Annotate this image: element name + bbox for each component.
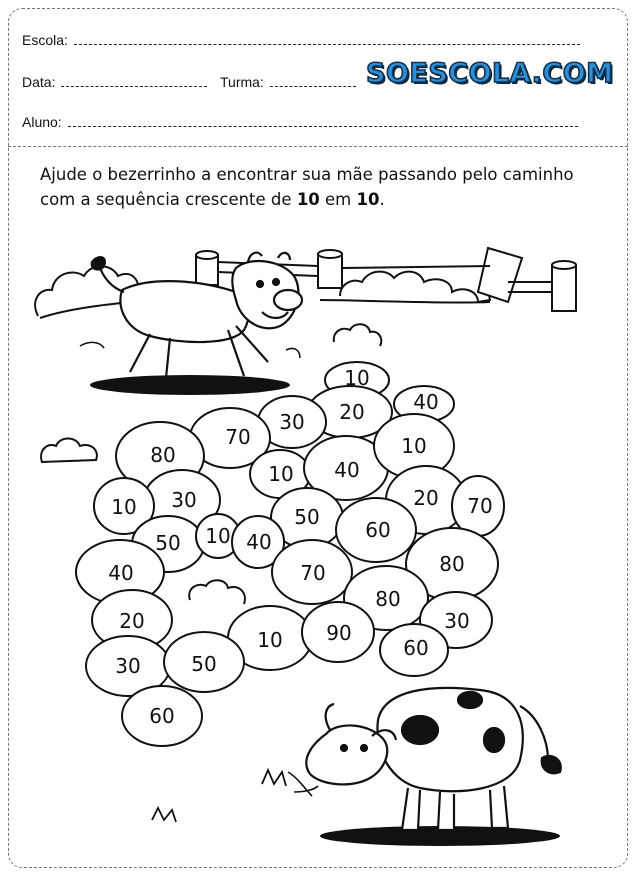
stone-number: 60: [149, 704, 175, 728]
date-label: Data:: [22, 74, 56, 90]
instructions-line-1: Ajude o bezerrinho a encontrar sua mãe passando pelo caminho: [40, 165, 574, 184]
stone-number: 30: [171, 488, 197, 512]
stone-number: 10: [257, 628, 283, 652]
stone-number: 80: [439, 552, 465, 576]
calf-shadow: [90, 375, 290, 395]
calf-illustration: [80, 253, 302, 395]
stone-number: 10: [111, 495, 137, 519]
stone-number: 80: [375, 587, 401, 611]
stone-number: 10: [401, 434, 427, 458]
stone-number: 20: [119, 609, 145, 633]
cow-illustration: [152, 688, 561, 846]
ground-line-right: [320, 300, 490, 303]
stone-number: 90: [326, 621, 352, 645]
stone-number: 80: [150, 443, 176, 467]
start-number: 10: [296, 190, 320, 209]
stone-number: 10: [205, 524, 231, 548]
site-logo: SOESCOLA.COM: [366, 58, 614, 89]
instructions-line-2: com a sequência crescente de 10 em 10.: [40, 190, 385, 209]
stone-number: 70: [467, 494, 493, 518]
stone-number: 20: [339, 400, 365, 424]
student-label: Aluno:: [22, 114, 62, 130]
calf-tail: [100, 268, 124, 292]
stone-number: 50: [191, 652, 217, 676]
stone-number: 30: [279, 410, 305, 434]
stone-number: 10: [268, 462, 294, 486]
stone-number: 50: [294, 505, 320, 529]
step-number: 10: [356, 190, 380, 209]
class-label: Turma:: [220, 74, 264, 90]
motion-lines: [80, 342, 300, 358]
stone-number: 10: [344, 366, 370, 390]
stone-number: 70: [225, 425, 251, 449]
grass: [152, 770, 286, 822]
stone-number: 40: [108, 561, 134, 585]
stone-number: 30: [115, 654, 141, 678]
top-scenery: [35, 248, 576, 318]
school-label: Escola:: [22, 32, 68, 48]
stone-number: 40: [413, 390, 439, 414]
cow-tail: [520, 706, 548, 760]
stone-number: 40: [334, 458, 360, 482]
cow-legs: [402, 786, 508, 830]
stone-number: 50: [155, 531, 181, 555]
stone-number: 60: [365, 518, 391, 542]
stone-number: 20: [413, 486, 439, 510]
stone-number: 70: [300, 561, 326, 585]
stone-number: 40: [246, 530, 272, 554]
stone-number: 30: [444, 609, 470, 633]
stone-number: 60: [403, 636, 429, 660]
